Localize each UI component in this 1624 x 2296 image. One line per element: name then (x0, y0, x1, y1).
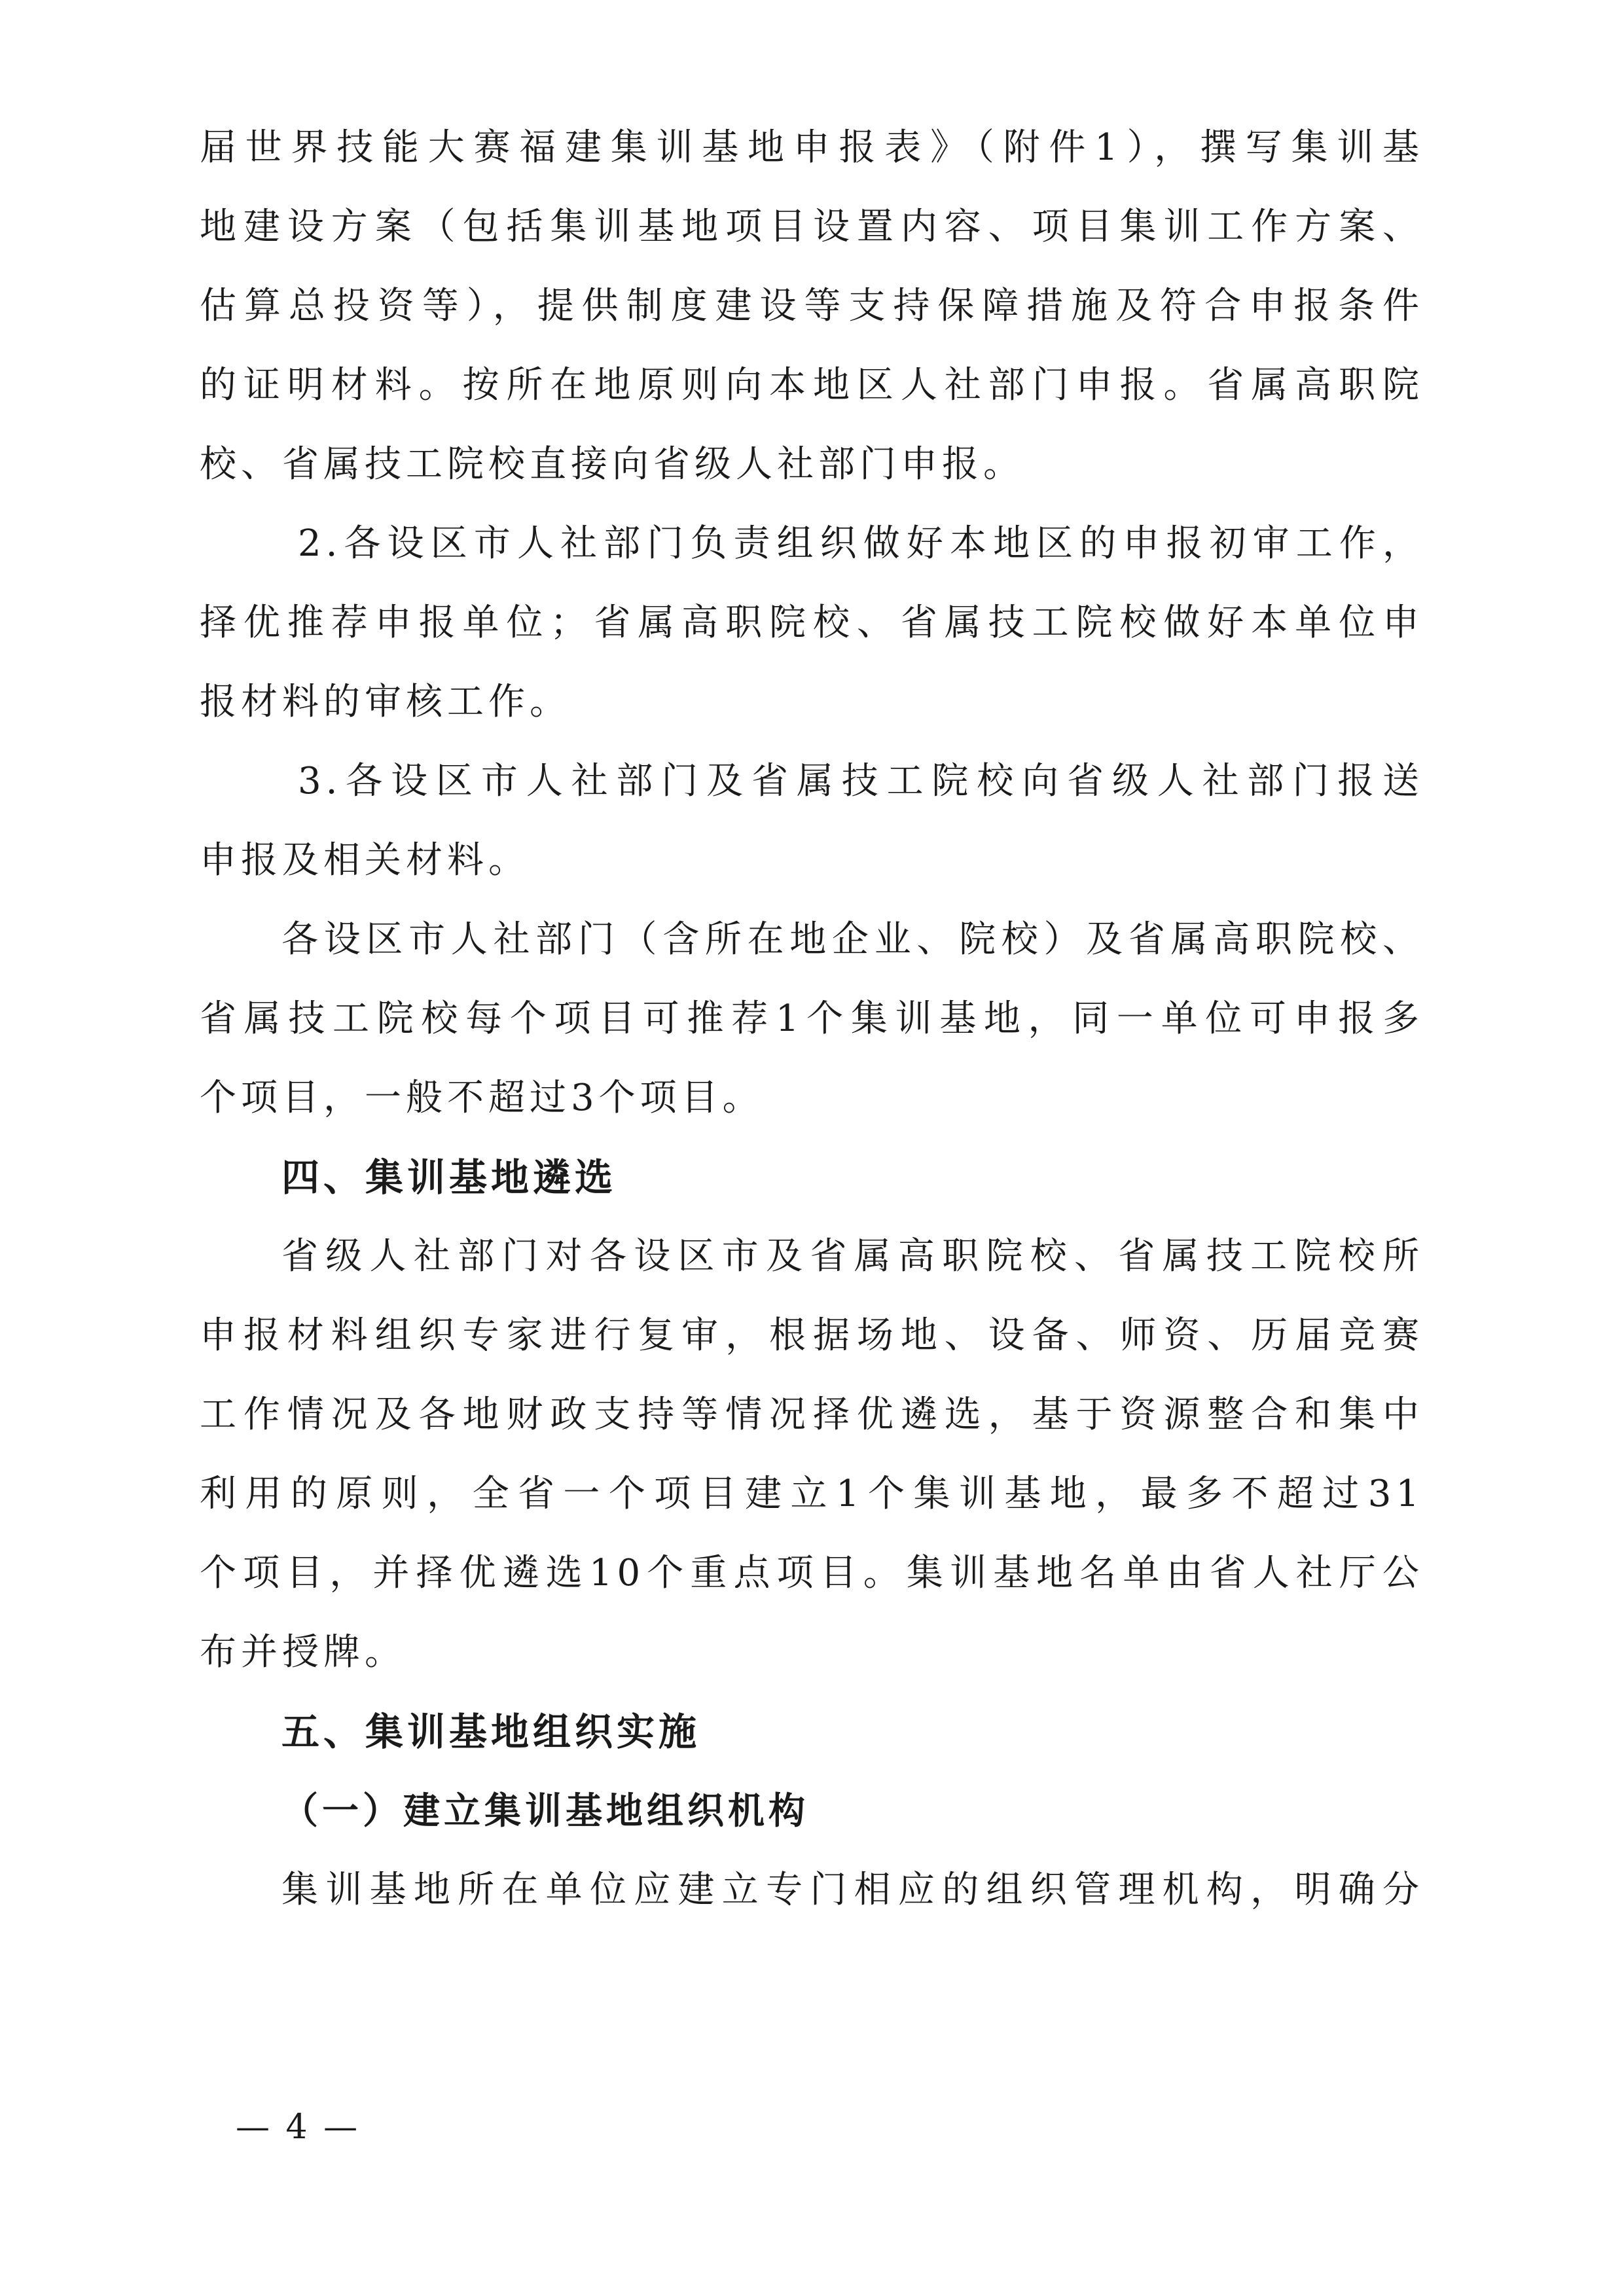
section-4-heading: 四、集训基地遴选 (281, 1155, 617, 1200)
paragraph-1-line-5: 校、省属技工院校直接向省级人社部门申报。 (200, 443, 1024, 486)
paragraph-1-line-4: 的证明材料。按所在地原则向本地区人社部门申报。省属高职院 (200, 364, 1424, 406)
section-5-line-1: 集训基地所在单位应建立专门相应的组织管理机构，明确分 (281, 1869, 1424, 1911)
recommend-line-3: 个项目，一般不超过3个项目。 (200, 1077, 764, 1119)
item-2-line-2: 择优推荐申报单位；省属高职院校、省属技工院校做好本单位申 (200, 601, 1424, 644)
item-2-line-3: 报材料的审核工作。 (200, 681, 571, 723)
recommend-line-1: 各设区市人社部门（含所在地企业、院校）及省属高职院校、 (281, 918, 1424, 961)
paragraph-1-line-1: 届世界技能大赛福建集训基地申报表》（附件1），撰写集训基 (200, 126, 1424, 169)
item-3-line-2: 申报及相关材料。 (200, 839, 530, 882)
section-5-heading: 五、集训基地组织实施 (281, 1710, 701, 1754)
section-4-line-4: 利用的原则，全省一个项目建立1个集训基地，最多不超过31 (200, 1473, 1424, 1515)
section-4-line-5: 个项目，并择优遴选10个重点项目。集训基地名单由省人社厅公 (200, 1552, 1424, 1594)
page-number: — 4 — (236, 2108, 361, 2147)
recommend-line-2: 省属技工院校每个项目可推荐1个集训基地，同一单位可申报多 (200, 997, 1424, 1040)
item-2-line-1: 2.各设区市人社部门负责组织做好本地区的申报初审工作， (298, 522, 1424, 565)
section-5-subheading: （一）建立集训基地组织机构 (281, 1789, 809, 1833)
section-4-line-2: 申报材料组织专家进行复审，根据场地、设备、师资、历届竞赛 (200, 1314, 1424, 1357)
section-4-line-3: 工作情况及各地财政支持等情况择优遴选，基于资源整合和集中 (200, 1393, 1424, 1436)
section-4-line-1: 省级人社部门对各设区市及省属高职院校、省属技工院校所 (281, 1235, 1424, 1278)
paragraph-1-line-3: 估算总投资等），提供制度建设等支持保障措施及符合申报条件 (200, 285, 1424, 327)
section-4-line-6: 布并授牌。 (200, 1631, 406, 1674)
paragraph-1-line-2: 地建设方案（包括集训基地项目设置内容、项目集训工作方案、 (200, 206, 1424, 248)
item-3-line-1: 3.各设区市人社部门及省属技工院校向省级人社部门报送 (298, 760, 1424, 802)
